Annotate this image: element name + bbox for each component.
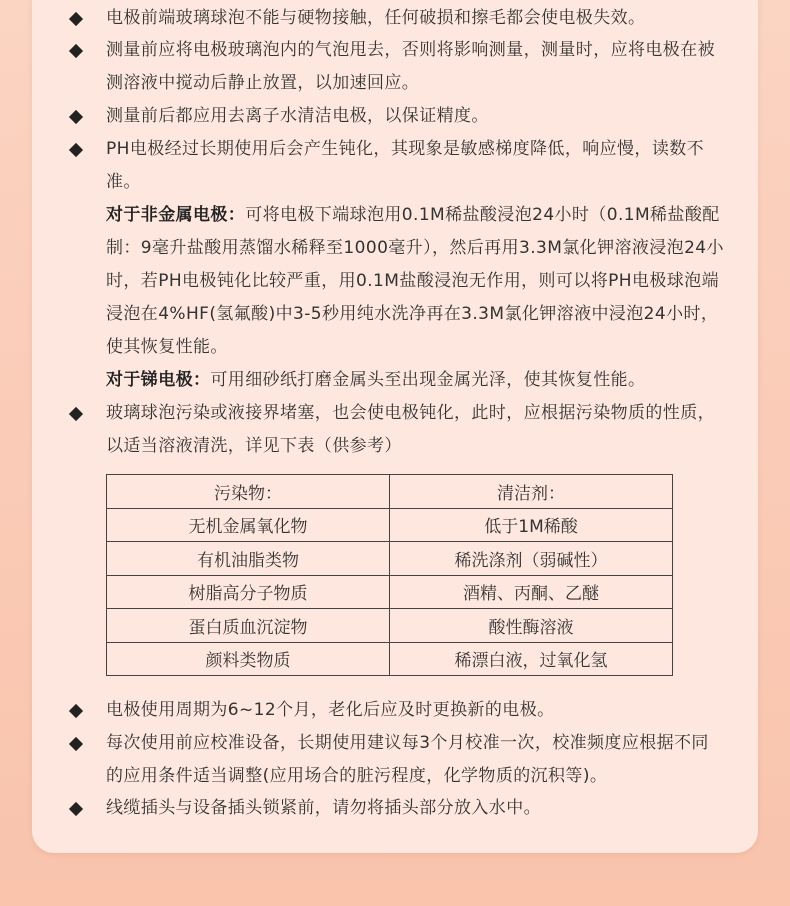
diamond-bullet-icon (68, 133, 84, 166)
contaminant-cell: 蛋白质血沉淀物 (107, 609, 390, 643)
list-item-text: 测量前应将电极玻璃泡内的气泡甩去，否则将影响测量，测量时，应将电极在被测溶液中搅动后静止放置，以加速回应。 (106, 40, 715, 93)
list-item-text: 电极前端玻璃球泡不能与硬物接触，任何破损和擦毛都会使电极失效。 (106, 8, 646, 28)
list-item-text: 电极使用周期为6~12个月，老化后应及时更换新的电极。 (106, 700, 555, 720)
contaminant-cell: 树脂高分子物质 (107, 575, 390, 609)
list-item-text: 每次使用前应校准设备，长期使用建议每3个月校准一次，校准频度应根据不同的应用条件适当调整(应用场合的脏污程度，化学物质的沉积等)。 (106, 733, 709, 786)
nonmetal-electrode-label: 对于非金属电极： (106, 205, 246, 225)
antimony-electrode-label: 对于锑电极： (106, 370, 211, 390)
diamond-bullet-icon (68, 694, 84, 727)
contaminant-cell: 无机金属氧化物 (107, 508, 390, 542)
cleaner-cell: 酒精、丙酮、乙醚 (390, 575, 673, 609)
cleaner-cell: 低于1M稀酸 (390, 508, 673, 542)
diamond-bullet-icon (68, 397, 84, 430)
contaminant-header: 污染物： (107, 475, 390, 509)
antimony-electrode-text: 可用细砂纸打磨金属头至出现金属光泽，使其恢复性能。 (210, 370, 646, 390)
diamond-bullet-icon (68, 727, 84, 760)
diamond-bullet-icon (68, 2, 84, 35)
diamond-bullet-icon (68, 34, 84, 67)
contaminant-cleaner-table (106, 474, 673, 676)
cleaner-cell: 酸性酶溶液 (390, 609, 673, 643)
table-row (107, 642, 673, 676)
list-item-text: 玻璃球泡污染或液接界堵塞，也会使电极钝化，此时，应根据污染物质的性质，以适当溶液清洗，详见下表（供参考） (106, 403, 715, 456)
table-row (107, 575, 673, 609)
list-item-text: 线缆插头与设备插头锁紧前，请勿将插头部分放入水中。 (106, 798, 541, 818)
cleaner-cell: 稀洗涤剂（弱碱性） (390, 542, 673, 576)
table-row (107, 609, 673, 643)
table-header-row (107, 475, 673, 509)
cleaner-header: 清洁剂： (390, 475, 673, 509)
contaminant-cell: 颜料类物质 (107, 642, 390, 676)
table-row (107, 508, 673, 542)
diamond-bullet-icon (68, 100, 84, 133)
list-item-text: 测量前后都应用去离子水清洁电极，以保证精度。 (106, 106, 489, 126)
diamond-bullet-icon (68, 792, 84, 825)
cleaner-cell: 稀漂白液，过氧化氢 (390, 642, 673, 676)
nonmetal-electrode-text: 可将电极下端球泡用0.1M稀盐酸浸泡24小时（0.1M稀盐酸配制：9毫升盐酸用蒸馏水稀释至1000毫升），然后再用3.3M氯化钾溶液浸泡24小时，若PH电极钝化比较严重，用0.1M盐酸浸泡无作用，则可以将PH电极球泡端浸泡在4%HF(氢氟酸)中3-5秒用纯水洗净再在3.3M氯化钾溶液中浸泡24小时，使其恢复性能。 (106, 205, 724, 357)
nonmetal-electrode-paragraph (106, 199, 726, 364)
contaminant-cell: 有机油脂类物 (107, 542, 390, 576)
antimony-electrode-paragraph (106, 364, 726, 397)
table-row (107, 542, 673, 576)
list-item-text: PH电极经过长期使用后会产生钝化，其现象是敏感梯度降低，响应慢，读数不准。 (106, 139, 705, 192)
